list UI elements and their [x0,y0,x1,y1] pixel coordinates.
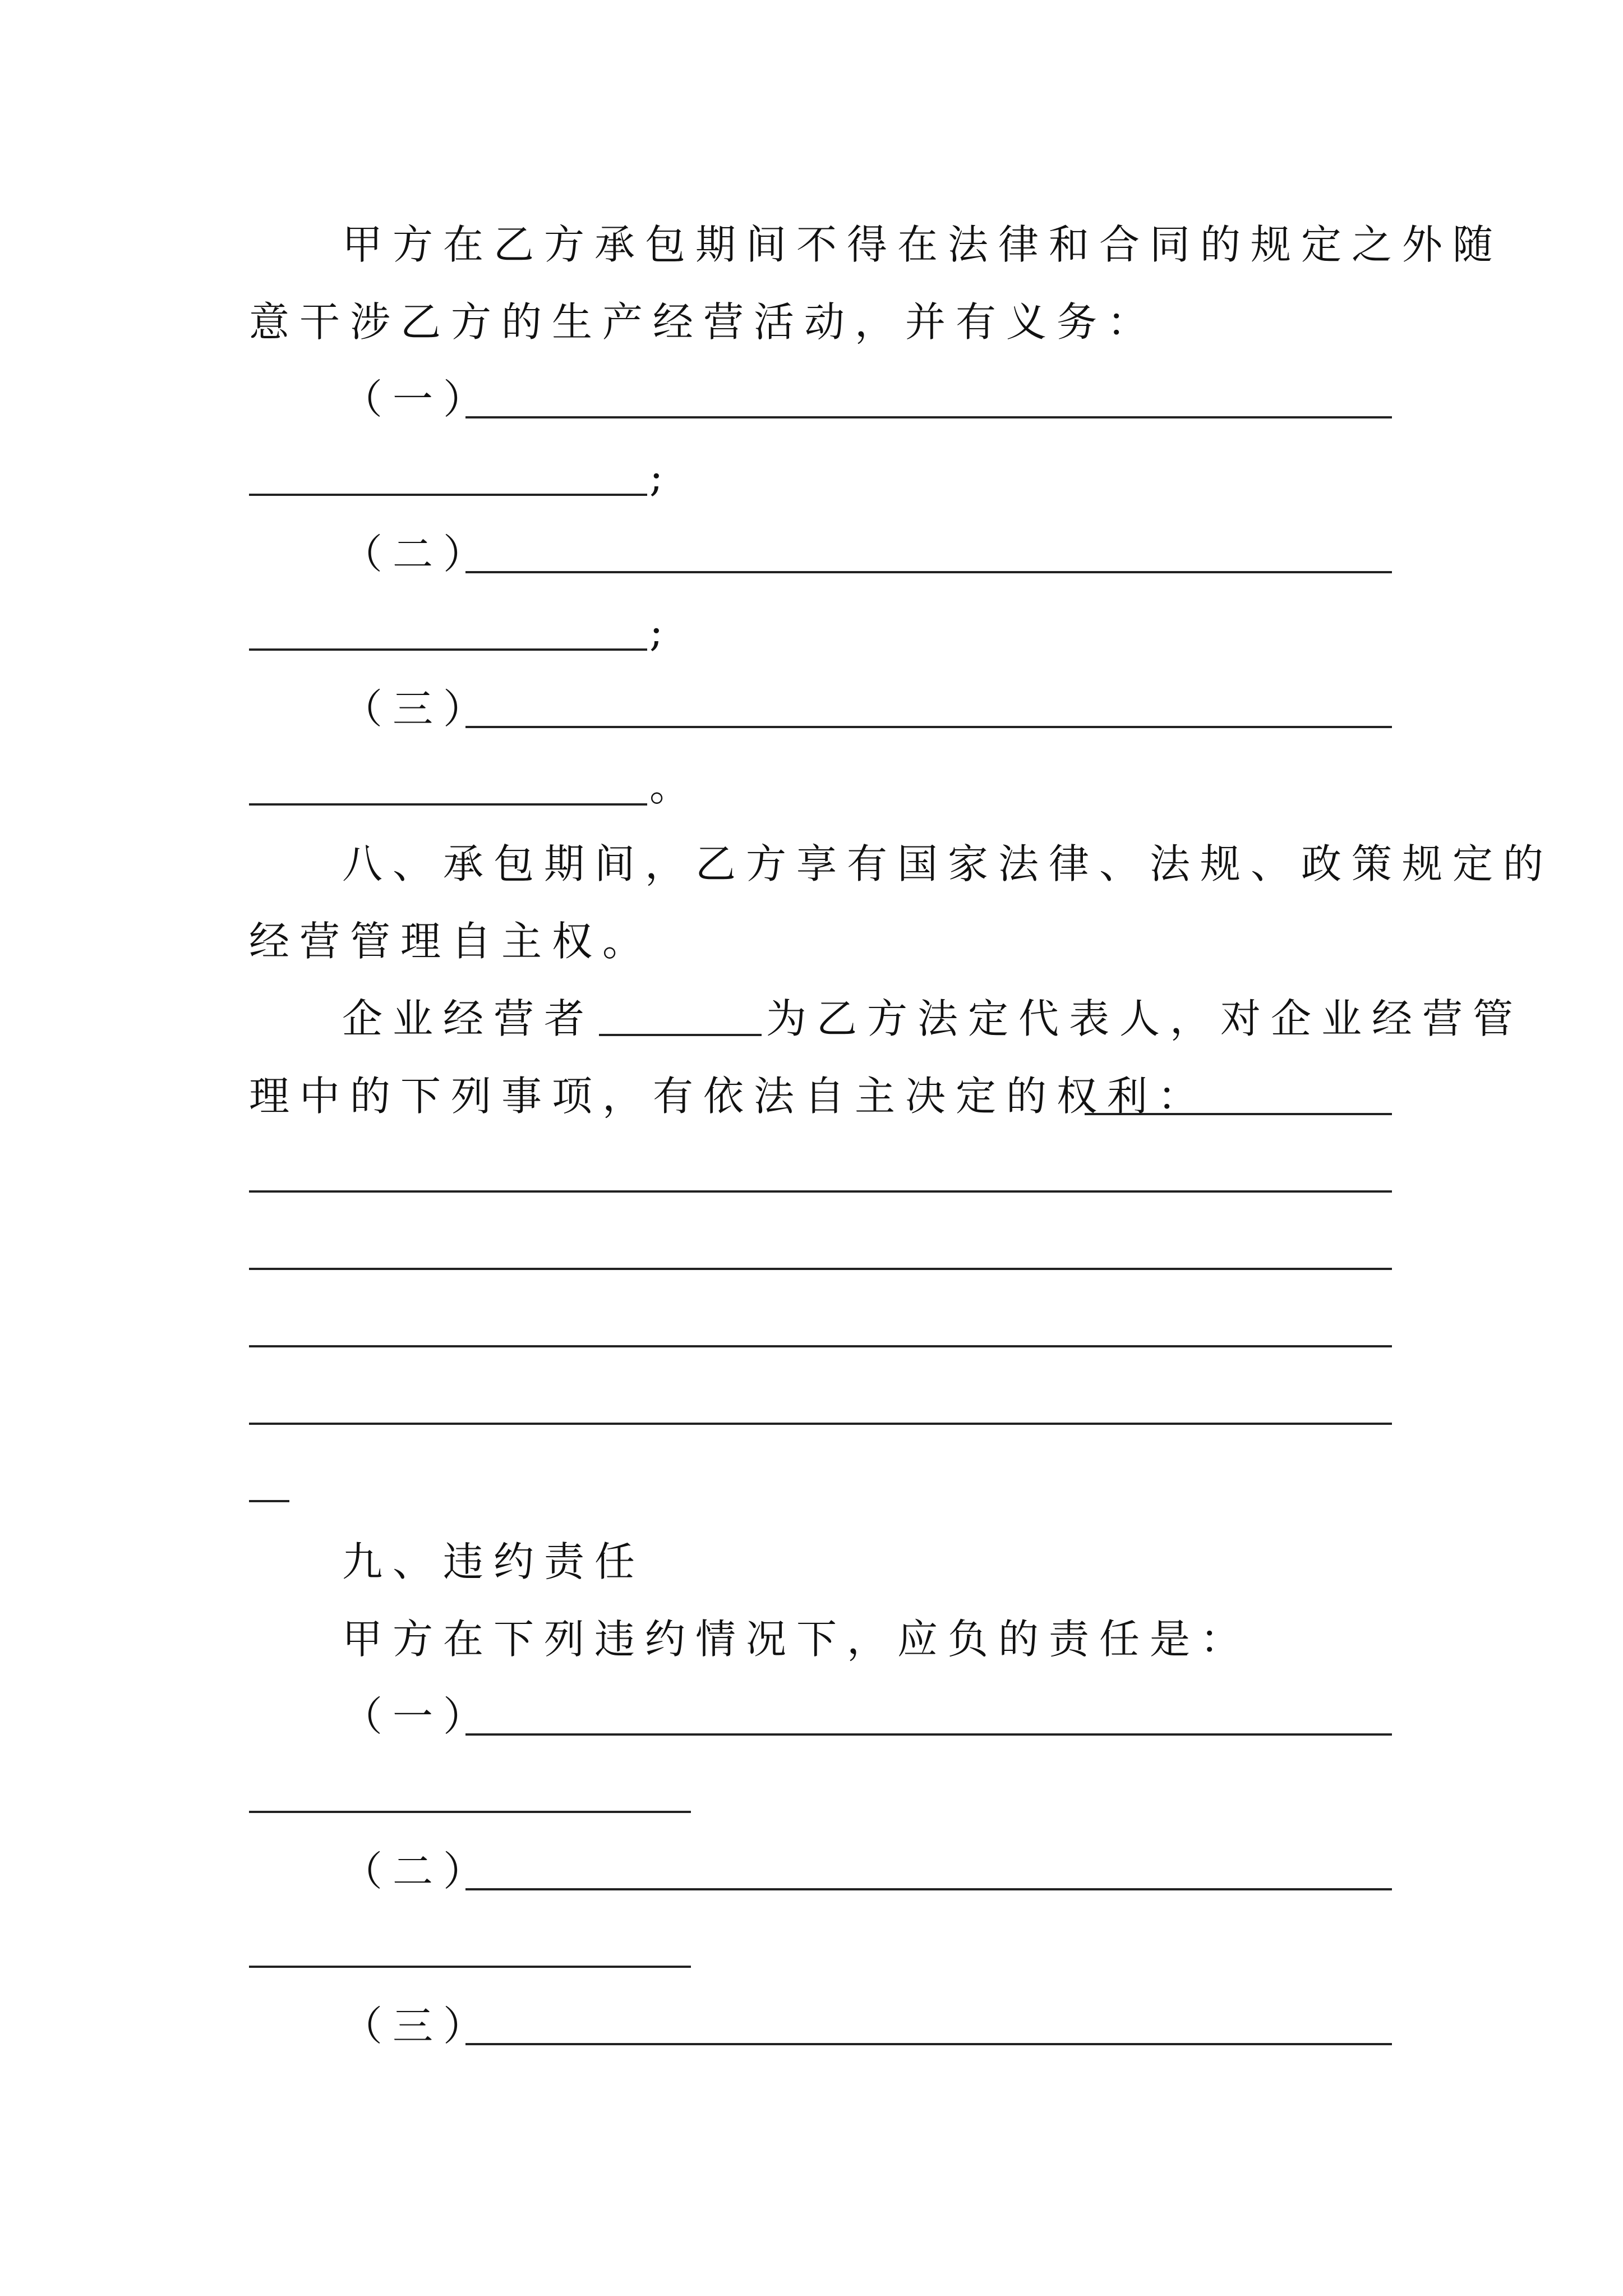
duty-item-3-fill-line-continued[interactable] [249,803,647,806]
section-9-intro: 甲方在下列违约情况下，应负的责任是： [342,1616,1251,1663]
section-8-line2: 经营管理自主权。 [249,918,653,965]
liability-item-1-fill-line[interactable] [465,1733,1392,1736]
liability-item-3-label: （三） [342,2003,494,2050]
rights-fill-line-1[interactable] [1085,1113,1392,1115]
operator-name-blank[interactable] [599,1034,762,1036]
liability-item-1-fill-line-continued[interactable] [249,1811,691,1813]
liability-item-1-label: （一） [342,1693,494,1740]
duty-item-3-fill-line[interactable] [465,726,1392,728]
duty-item-1-fill-line[interactable] [465,416,1392,418]
liability-item-2-fill-line[interactable] [465,1888,1392,1890]
liability-item-2-label: （二） [342,1848,494,1895]
duty-item-2-label: （二） [342,531,494,578]
duty-item-1-end-punct: ; [649,453,674,500]
liability-item-3-fill-line[interactable] [465,2043,1392,2045]
duty-item-1-label: （一） [342,376,494,423]
rights-fill-line-2[interactable] [249,1190,1392,1193]
section-9-title: 九、违约责任 [342,1538,645,1585]
duty-item-2-fill-line-continued[interactable] [249,648,647,651]
liability-item-2-fill-line-continued[interactable] [249,1966,691,1968]
rights-fill-line-3[interactable] [249,1268,1392,1270]
rights-line: 理中的下列事项，有依法自主决定的权利： [249,1073,1209,1120]
duty-item-1-fill-line-continued[interactable] [249,494,647,496]
operator-prefix: 企业经营者 [342,995,595,1042]
section-8-line1: 八、承包期间，乙方享有国家法律、法规、政策规定的 [342,840,1554,887]
rights-fill-line-4[interactable] [249,1345,1392,1347]
operator-suffix: 为乙方法定代表人，对企业经营管 [766,995,1524,1042]
paragraph-party-a-obligations-line1: 甲方在乙方承包期间不得在法律和合同的规定之外随 [342,221,1504,268]
paragraph-party-a-obligations-line2: 意干涉乙方的生产经营活动，并有义务： [249,298,1158,346]
duty-item-2-end-punct: ; [649,608,674,655]
duty-item-2-fill-line[interactable] [465,571,1392,573]
rights-fill-line-5[interactable] [249,1423,1392,1425]
duty-item-3-label: （三） [342,685,494,733]
duty-item-3-end-punct: 。 [649,763,700,810]
operator-line [342,992,1523,1046]
rights-fill-line-6[interactable] [249,1500,289,1502]
